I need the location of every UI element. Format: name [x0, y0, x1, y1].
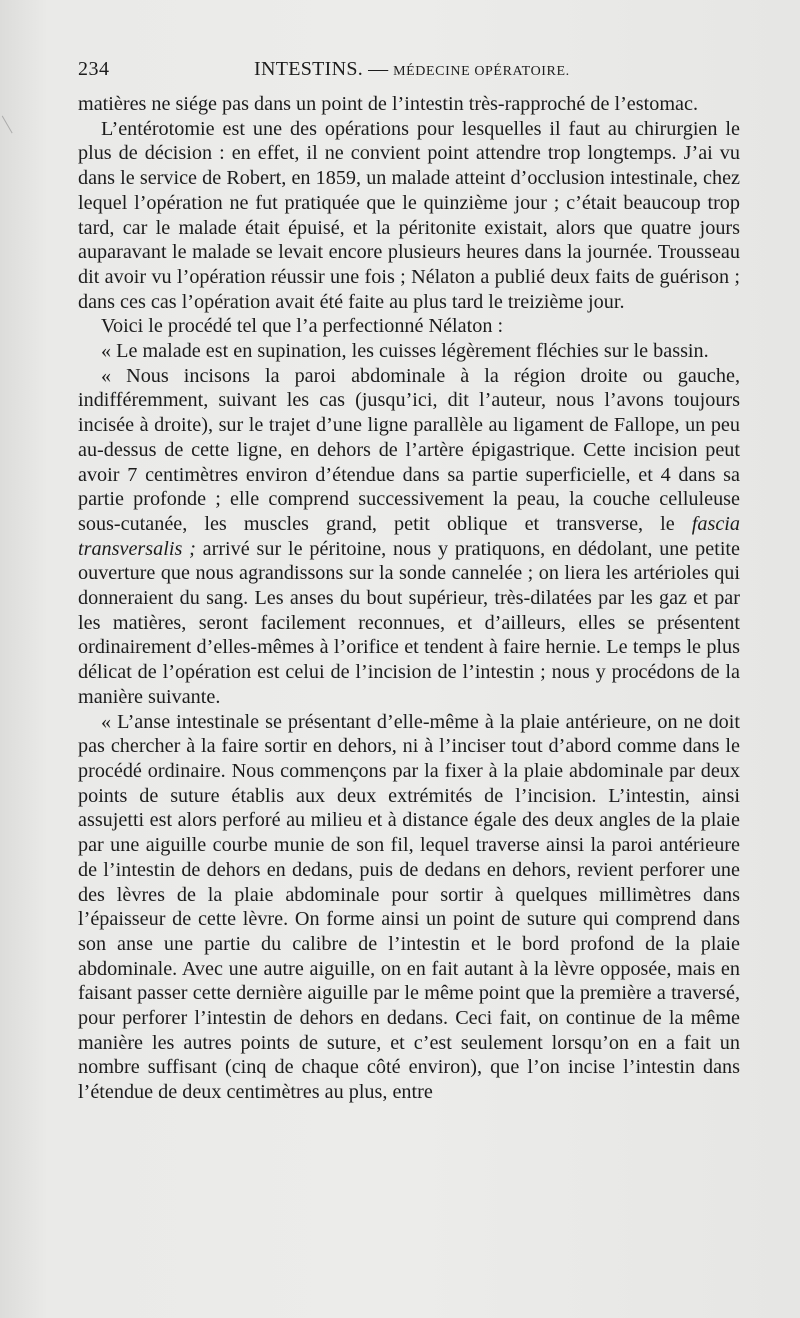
running-title-main: INTESTINS. — [254, 58, 364, 80]
body-text — [78, 92, 740, 1105]
margin-mark — [2, 111, 22, 134]
fascia-transversalis-italic: fascia transversalis ; — [78, 512, 740, 560]
running-title — [254, 58, 570, 81]
incision-text-after: arrivé sur le péritoine, nous y pratiquons, en dédolant, une petite ouverture que nous agrandissons sur la sonde cannelée ; on liera les artérioles qui donneraient du sang. Les anses du bout supérieur, très-dilatées par les gaz et par les matières, seront facilement reconnues, et d’ailleurs, elles se présentent ordinairement d’elles-mêmes à l’orifice et tendent à faire hernie. Le temps le plus délicat de l’opération est celui de l’incision de l’intestin ; nous y procédons de la manière suivante. — [78, 537, 740, 708]
running-header — [78, 58, 738, 86]
paragraph-incision — [78, 364, 740, 710]
paragraph-enterotomie: L’entérotomie est une des opérations pour lesquelles il faut au chirurgien le plus de décision : en effet, il ne convient point attendre trop longtemps. J’ai vu dans le service de Robert, en 1859, un malade atteint d’occlusion intestinale, chez lequel l’opération ne fut pratiquée que le quinzième jour ; c’était beaucoup trop tard, car le malade était épuisé, et la péritonite existait, alors que quatre jours auparavant le malade se levait encore plusieurs heures dans la journée. Trousseau dit avoir vu l’opération réussir une fois ; Nélaton a publié deux faits de guérison ; dans ces cas l’opération avait été faite au plus tard le treizième jour. — [78, 117, 740, 313]
paragraph-procede-intro: Voici le procédé tel que l’a perfectionné Nélaton : — [101, 315, 504, 338]
incision-text-before: « Nous incisons la paroi abdominale à la région droite ou gauche, indifféremment, suivant les cas (jusqu’ici, dit l’auteur, nous l’avons toujours incisée à droite), sur le trajet d’une ligne parallèle au ligament de Fallope, un peu au-dessus de cette ligne, en dehors de l’artère épigastrique. Cette incision peut avoir 7 centimètres environ d’étendue dans sa partie superficielle, et 4 dans sa partie profonde ; elle comprend successivement la peau, la couche celluleuse sous-cutanée, les muscles grand, petit oblique et transverse, le — [78, 364, 740, 535]
page-number: 234 — [78, 58, 110, 80]
paragraph-anse-intestinale: « L’anse intestinale se présentant d’elle-même à la plaie antérieure, on ne doit pas chercher à la faire sortir en dehors, ni à l’inciser tout d’abord comme dans le procédé ordinaire. Nous commençons par la fixer à la plaie abdominale par deux points de suture établis aux deux extrémités de l’incision. L’intestin, ainsi assujetti est alors perforé au milieu et à distance égale des deux angles de la plaie par une aiguille courbe munie de son fil, lequel traverse ainsi la paroi antérieure de l’intestin de dehors en dedans, puis de dedans en dehors, revient perforer une des lèvres de la plaie abdominale pour sortir à quelques millimètres dans l’épaisseur de cette lèvre. On forme ainsi un point de suture qui comprend dans son anse une partie du calibre de l’intestin et le bord profond de la plaie abdominale. Avec une autre aiguille, on en fait autant à la lèvre opposée, mais en faisant passer cette dernière aiguille par le même point que la première a traversé, pour perforer l’intestin de dehors en dedans. Ceci fait, on continue de la même manière les autres points de suture, et c’est seulement lorsqu’on en a fait un nombre suffisant (cinq de chaque côté environ), que l’on incise l’intestin dans l’étendue de deux centimètres au plus, entre — [78, 710, 740, 1104]
paragraph-supination: « Le malade est en supination, les cuisses légèrement fléchies sur le bassin. — [101, 340, 709, 363]
running-title-sub: MÉDECINE OPÉRATOIRE. — [393, 64, 570, 79]
running-title-dash: — — [368, 58, 389, 80]
paragraph-continued: matières ne siége pas dans un point de l’intestin très-rapproché de l’estomac. — [78, 93, 698, 115]
